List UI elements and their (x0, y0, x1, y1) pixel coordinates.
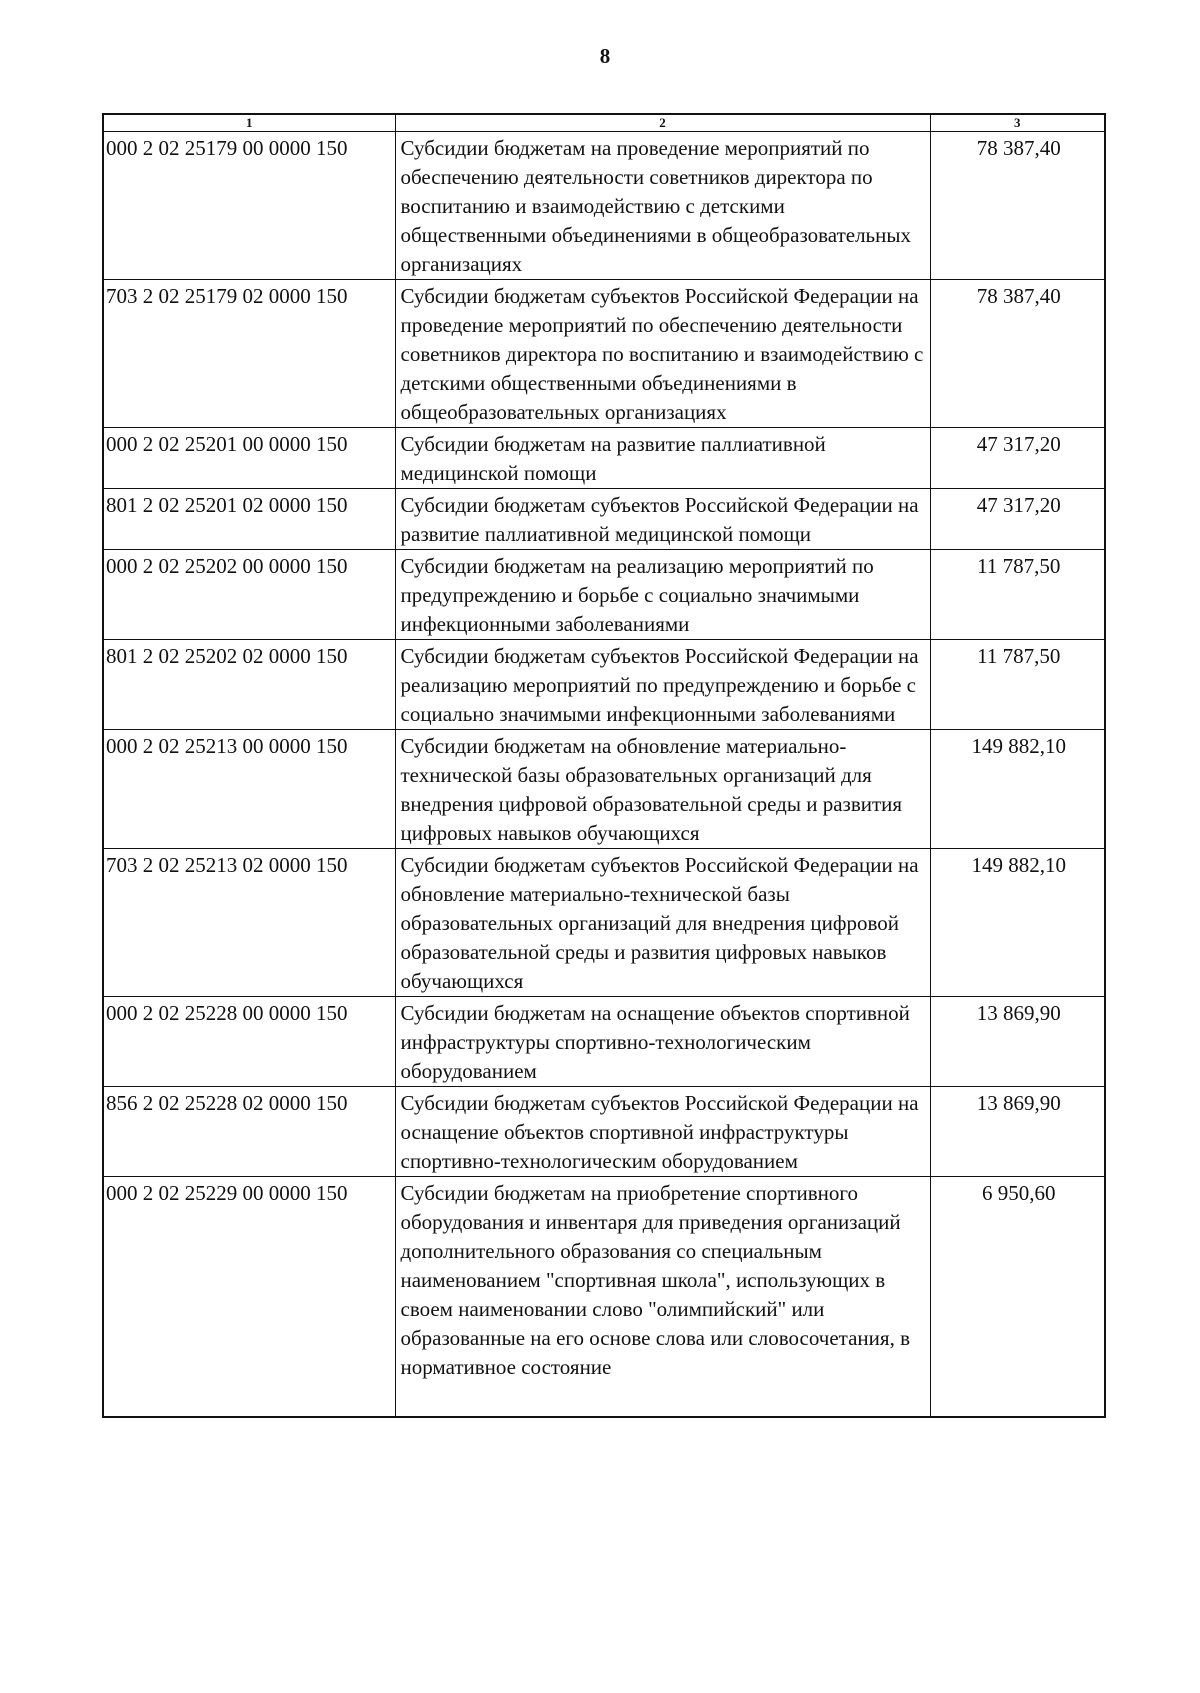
amount-cell: 149 882,10 (930, 730, 1105, 849)
table-header-row (103, 114, 1105, 132)
amount-cell: 11 787,50 (930, 640, 1105, 730)
budget-code-cell: 000 2 02 25202 00 0000 150 (103, 550, 395, 640)
column-header: 3 (930, 114, 1105, 132)
description-cell: Субсидии бюджетам субъектов Российской Федерации на оснащение объектов спортивной инфраструктуры спортивно-технологическим оборудованием (395, 1087, 930, 1177)
description-cell: Субсидии бюджетам на оснащение объектов спортивной инфраструктуры спортивно-технологическим оборудованием (395, 997, 930, 1087)
amount-cell: 6 950,60 (930, 1177, 1105, 1418)
description-cell: Субсидии бюджетам на приобретение спортивного оборудования и инвентаря для приведения организаций дополнительного образования со специальным наименованием "спортивная школа", использующих в своем наименовании слово "олимпийский" или образованные на его основе слова или словосочетания, в нормативное состояние (395, 1177, 930, 1418)
amount-cell: 78 387,40 (930, 280, 1105, 428)
table-row (103, 428, 1105, 489)
amount-cell: 47 317,20 (930, 489, 1105, 550)
table-row (103, 132, 1105, 280)
description-cell: Субсидии бюджетам субъектов Российской Федерации на реализацию мероприятий по предупреждению и борьбе с социально значимыми инфекционными заболеваниями (395, 640, 930, 730)
table-row (103, 730, 1105, 849)
description-cell: Субсидии бюджетам субъектов Российской Федерации на обновление материально-технической базы образовательных организаций для внедрения цифровой образовательной среды и развития цифровых навыков обучающихся (395, 849, 930, 997)
description-cell: Субсидии бюджетам на развитие паллиативной медицинской помощи (395, 428, 930, 489)
amount-cell: 11 787,50 (930, 550, 1105, 640)
budget-code-cell: 000 2 02 25179 00 0000 150 (103, 132, 395, 280)
amount-cell: 149 882,10 (930, 849, 1105, 997)
budget-code-cell: 000 2 02 25229 00 0000 150 (103, 1177, 395, 1418)
description-cell: Субсидии бюджетам на реализацию мероприятий по предупреждению и борьбе с социально значимыми инфекционными заболеваниями (395, 550, 930, 640)
amount-cell: 78 387,40 (930, 132, 1105, 280)
budget-code-cell: 703 2 02 25213 02 0000 150 (103, 849, 395, 997)
budget-code-cell: 856 2 02 25228 02 0000 150 (103, 1087, 395, 1177)
table-row (103, 1177, 1105, 1418)
amount-cell: 13 869,90 (930, 1087, 1105, 1177)
table-row (103, 550, 1105, 640)
description-cell: Субсидии бюджетам субъектов Российской Федерации на развитие паллиативной медицинской помощи (395, 489, 930, 550)
budget-table (102, 113, 1106, 1418)
table-row (103, 849, 1105, 997)
budget-code-cell: 000 2 02 25228 00 0000 150 (103, 997, 395, 1087)
page-number: 8 (599, 44, 611, 68)
table-row (103, 1087, 1105, 1177)
budget-code-cell: 801 2 02 25202 02 0000 150 (103, 640, 395, 730)
amount-cell: 47 317,20 (930, 428, 1105, 489)
table-row (103, 640, 1105, 730)
budget-code-cell: 000 2 02 25201 00 0000 150 (103, 428, 395, 489)
table-row (103, 280, 1105, 428)
description-cell: Субсидии бюджетам на проведение мероприятий по обеспечению деятельности советников директора по воспитанию и взаимодействию с детскими общественными объединениями в общеобразовательных организациях (395, 132, 930, 280)
amount-cell: 13 869,90 (930, 997, 1105, 1087)
column-header: 2 (395, 114, 930, 132)
column-header: 1 (103, 114, 395, 132)
description-cell: Субсидии бюджетам на обновление материально-технической базы образовательных организаций для внедрения цифровой образовательной среды и развития цифровых навыков обучающихся (395, 730, 930, 849)
budget-code-cell: 000 2 02 25213 00 0000 150 (103, 730, 395, 849)
budget-code-cell: 801 2 02 25201 02 0000 150 (103, 489, 395, 550)
table-row (103, 997, 1105, 1087)
description-cell: Субсидии бюджетам субъектов Российской Федерации на проведение мероприятий по обеспечению деятельности советников директора по воспитанию и взаимодействию с детскими общественными объединениями в общеобразовательных организациях (395, 280, 930, 428)
budget-code-cell: 703 2 02 25179 02 0000 150 (103, 280, 395, 428)
table-row (103, 489, 1105, 550)
